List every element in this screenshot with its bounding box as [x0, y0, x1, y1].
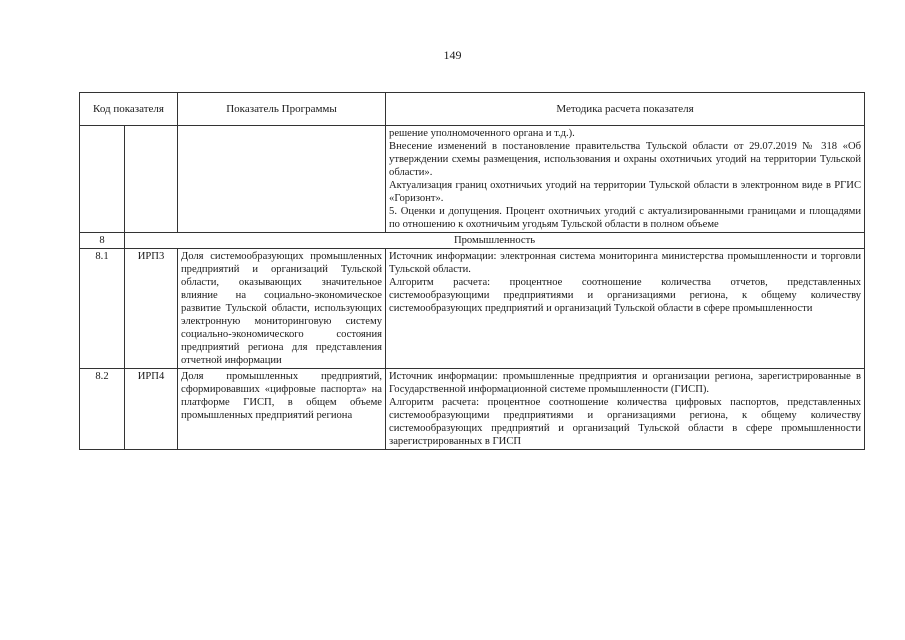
header-program-indicator: Показатель Программы	[178, 93, 386, 126]
method-paragraph: Источник информации: электронная система мониторинга министерства промышленности и торговли Тульской области.	[389, 251, 862, 275]
page-number: 149	[443, 48, 462, 62]
row-method	[386, 249, 865, 369]
continuation-method-cell	[386, 126, 865, 233]
row-code: ИРП4	[125, 369, 178, 450]
method-paragraph: решение уполномоченного органа и т.д.).	[389, 128, 575, 139]
row-indicator: Доля промышленных предприятий, сформировавших «цифровые паспорта» на платформе ГИСП, в общем объеме промышленных предприятий региона	[178, 369, 386, 450]
method-paragraph: Источник информации: промышленные предприятия и организации региона, зарегистрированные в Государственной информационной системе промышленности (ГИСП).	[389, 371, 862, 395]
row-method	[386, 369, 865, 450]
empty-cell	[125, 126, 178, 233]
method-paragraph: Актуализация границ охотничьих угодий на территории Тульской области в электронном виде в РГИС «Горизонт».	[389, 180, 862, 204]
row-indicator: Доля системообразующих промышленных предприятий и организаций Тульской области, оказывающих значительное влияние на социально-экономическое развитие Тульской области, использующих электронную мониторинговую систему социально-экономического состояния предприятий региона для представления отчетной информации	[178, 249, 386, 369]
row-number: 8.2	[80, 369, 125, 450]
row-code: ИРП3	[125, 249, 178, 369]
table-header-row	[80, 93, 865, 126]
header-method: Методика расчета показателя	[386, 93, 865, 126]
indicators-table	[79, 92, 865, 450]
header-code: Код показателя	[80, 93, 178, 126]
method-paragraph: Алгоритм расчета: процентное соотношение количества цифровых паспортов, представленных системообразующими предприятиями и организациями региона, к общему количеству системообразующих предприятий и организаций Тульской области в сфере промышленности зарегистрированных в ГИСП	[389, 397, 862, 447]
method-paragraph: Алгоритм расчета: процентное соотношение количества отчетов, представленных системообразующими предприятиями и организациями региона, к общему количеству системообразующих предприятий и организаций Тульской области в сфере промышленности	[389, 277, 862, 314]
section-number: 8	[80, 233, 125, 249]
section-title: Промышленность	[125, 233, 865, 249]
table-row	[80, 249, 865, 369]
empty-cell	[178, 126, 386, 233]
method-paragraph: 5. Оценки и допущения. Процент охотничьих угодий с актуализированными границами и площадями по отношению к охотничьим угодьям Тульской области в полном объеме	[389, 206, 862, 230]
method-paragraph: Внесение изменений в постановление правительства Тульской области от 29.07.2019 № 318 «Об утверждении схемы размещения, использования и охраны охотничьих угодий на территории Тульской области».	[389, 141, 862, 178]
continuation-row	[80, 126, 865, 233]
row-number: 8.1	[80, 249, 125, 369]
section-row	[80, 233, 865, 249]
table-row	[80, 369, 865, 450]
empty-cell	[80, 126, 125, 233]
